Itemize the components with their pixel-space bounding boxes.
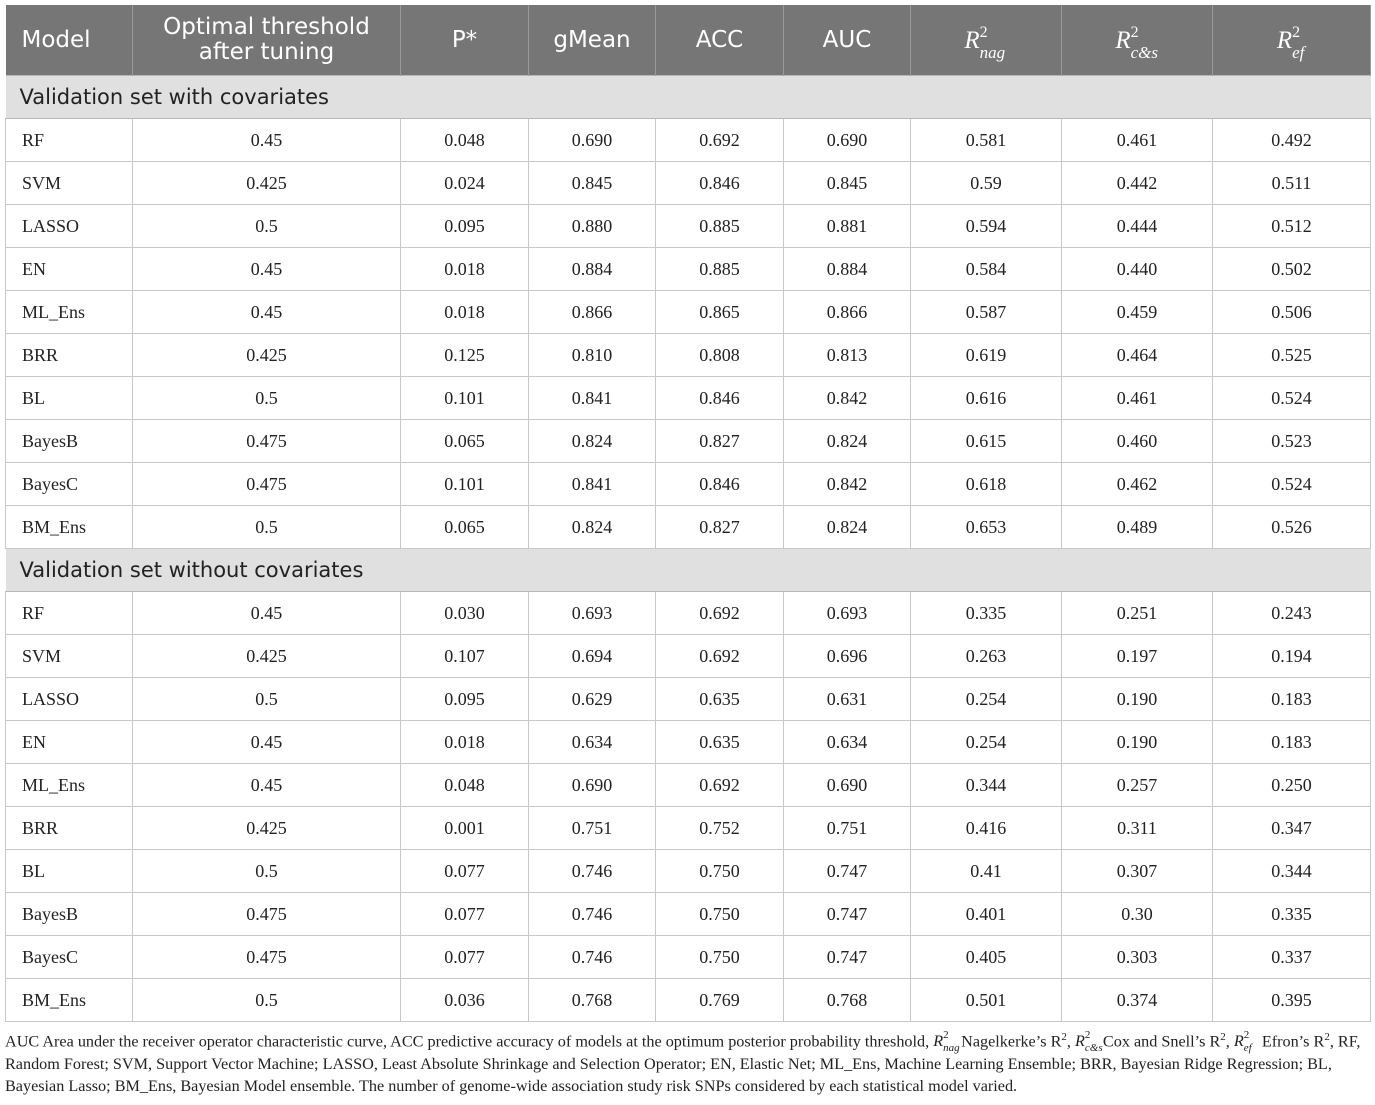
- value-cell: 0.347: [1213, 807, 1371, 850]
- value-cell: 0.690: [784, 764, 911, 807]
- value-cell: 0.512: [1213, 205, 1371, 248]
- r-subscript-ef: ef: [1292, 42, 1305, 62]
- value-cell: 0.769: [656, 979, 784, 1022]
- value-cell: 0.036: [401, 979, 529, 1022]
- footnote-r2-cs: [1074, 1029, 1103, 1055]
- header-gmean: gMean: [529, 5, 656, 76]
- model-name-cell: BayesC: [6, 936, 133, 979]
- value-cell: 0.865: [656, 291, 784, 334]
- table-row: [6, 377, 1371, 420]
- value-cell: 0.464: [1062, 334, 1213, 377]
- header-r2-cox-snell: [1062, 5, 1213, 76]
- value-cell: 0.344: [911, 764, 1062, 807]
- value-cell: 0.746: [529, 936, 656, 979]
- value-cell: 0.307: [1062, 850, 1213, 893]
- value-cell: 0.344: [1213, 850, 1371, 893]
- value-cell: 0.747: [784, 850, 911, 893]
- value-cell: 0.690: [529, 764, 656, 807]
- model-name-cell: LASSO: [6, 678, 133, 721]
- table-row: [6, 678, 1371, 721]
- model-name-cell: BM_Ens: [6, 506, 133, 549]
- model-name-cell: BM_Ens: [6, 979, 133, 1022]
- value-cell: 0.866: [784, 291, 911, 334]
- r-symbol: R: [1115, 26, 1131, 54]
- section-title: Validation set without covariates: [6, 549, 1371, 592]
- value-cell: 0.629: [529, 678, 656, 721]
- value-cell: 0.335: [911, 592, 1062, 635]
- footnote-text-3: ,: [1066, 1032, 1071, 1051]
- value-cell: 0.243: [1213, 592, 1371, 635]
- value-cell: 0.018: [401, 721, 529, 764]
- r-subscript-cs: c&s: [1084, 1042, 1103, 1055]
- value-cell: 0.5: [133, 678, 401, 721]
- value-cell: 0.845: [529, 162, 656, 205]
- value-cell: 0.416: [911, 807, 1062, 850]
- value-cell: 0.337: [1213, 936, 1371, 979]
- value-cell: 0.41: [911, 850, 1062, 893]
- value-cell: 0.526: [1213, 506, 1371, 549]
- value-cell: 0.616: [911, 377, 1062, 420]
- value-cell: 0.506: [1213, 291, 1371, 334]
- value-cell: 0.523: [1213, 420, 1371, 463]
- value-cell: 0.263: [911, 635, 1062, 678]
- value-cell: 0.101: [401, 377, 529, 420]
- table-row: [6, 979, 1371, 1022]
- table-header: [6, 5, 1371, 76]
- value-cell: 0.631: [784, 678, 911, 721]
- value-cell: 0.524: [1213, 377, 1371, 420]
- value-cell: 0.885: [656, 205, 784, 248]
- table-row: [6, 162, 1371, 205]
- model-name-cell: SVM: [6, 162, 133, 205]
- value-cell: 0.525: [1213, 334, 1371, 377]
- value-cell: 0.5: [133, 205, 401, 248]
- value-cell: 0.635: [656, 721, 784, 764]
- results-table: [5, 5, 1371, 1022]
- value-cell: 0.584: [911, 248, 1062, 291]
- value-cell: 0.311: [1062, 807, 1213, 850]
- footnote-text-2: Nagelkerke’s R: [961, 1032, 1062, 1051]
- footnote-r2-nag: [933, 1029, 960, 1055]
- value-cell: 0.254: [911, 721, 1062, 764]
- footnote-text-1: AUC Area under the receiver operator characteristic curve, ACC predictive accuracy of models at the optimum posterior probability threshold,: [5, 1032, 930, 1051]
- value-cell: 0.587: [911, 291, 1062, 334]
- value-cell: 0.690: [784, 119, 911, 162]
- value-cell: 0.5: [133, 506, 401, 549]
- table-row: [6, 635, 1371, 678]
- r-superscript: 2: [943, 1029, 949, 1042]
- model-name-cell: RF: [6, 592, 133, 635]
- value-cell: 0.880: [529, 205, 656, 248]
- value-cell: 0.190: [1062, 721, 1213, 764]
- value-cell: 0.048: [401, 764, 529, 807]
- value-cell: 0.696: [784, 635, 911, 678]
- value-cell: 0.885: [656, 248, 784, 291]
- model-name-cell: EN: [6, 721, 133, 764]
- value-cell: 0.190: [1062, 678, 1213, 721]
- r-symbol: R: [1074, 1032, 1085, 1051]
- r-subscript-nag: nag: [979, 42, 1006, 62]
- value-cell: 0.746: [529, 850, 656, 893]
- value-cell: 0.845: [784, 162, 911, 205]
- table-row: [6, 119, 1371, 162]
- value-cell: 0.747: [784, 893, 911, 936]
- value-cell: 0.107: [401, 635, 529, 678]
- r-symbol: R: [1276, 26, 1293, 54]
- value-cell: 0.5: [133, 377, 401, 420]
- value-cell: 0.692: [656, 592, 784, 635]
- value-cell: 0.618: [911, 463, 1062, 506]
- r-subscript-cs: c&s: [1130, 42, 1159, 62]
- value-cell: 0.425: [133, 162, 401, 205]
- value-cell: 0.693: [784, 592, 911, 635]
- value-cell: 0.846: [656, 162, 784, 205]
- section-header-row: [6, 76, 1371, 119]
- value-cell: 0.59: [911, 162, 1062, 205]
- value-cell: 0.768: [784, 979, 911, 1022]
- value-cell: 0.824: [784, 506, 911, 549]
- value-cell: 0.5: [133, 979, 401, 1022]
- value-cell: 0.824: [784, 420, 911, 463]
- value-cell: 0.475: [133, 893, 401, 936]
- header-acc: ACC: [656, 5, 784, 76]
- value-cell: 0.752: [656, 807, 784, 850]
- footnote-sup: 2: [1220, 1031, 1226, 1043]
- value-cell: 0.459: [1062, 291, 1213, 334]
- value-cell: 0.746: [529, 893, 656, 936]
- header-threshold: [133, 5, 401, 76]
- footnote-text-6: Efron’s R: [1261, 1032, 1325, 1051]
- value-cell: 0.884: [529, 248, 656, 291]
- table-row: [6, 291, 1371, 334]
- value-cell: 0.747: [784, 936, 911, 979]
- value-cell: 0.492: [1213, 119, 1371, 162]
- value-cell: 0.692: [656, 635, 784, 678]
- model-name-cell: EN: [6, 248, 133, 291]
- r-superscript: 2: [1084, 1029, 1091, 1042]
- table-row: [6, 936, 1371, 979]
- value-cell: 0.425: [133, 334, 401, 377]
- value-cell: 0.425: [133, 635, 401, 678]
- value-cell: 0.024: [401, 162, 529, 205]
- header-p: P*: [401, 5, 529, 76]
- footnote-text-7: , RF, Random Forest; SVM, Support Vector Machine; LASSO, Least Absolute Shrinkage and Selection Operator; EN, Elastic Net; ML_Ens, Machine Learning Ensemble; BRR, Bayesian Ridge Regression; BL, Bayesian Lasso; BM_Ens, Bayesian Model ensemble. The number of genome-wide association study risk SNPs considered by each statistical model varied.: [5, 1032, 1361, 1096]
- value-cell: 0.475: [133, 420, 401, 463]
- value-cell: 0.5: [133, 850, 401, 893]
- value-cell: 0.511: [1213, 162, 1371, 205]
- value-cell: 0.125: [401, 334, 529, 377]
- value-cell: 0.750: [656, 850, 784, 893]
- value-cell: 0.018: [401, 248, 529, 291]
- table-footnote: [5, 1026, 1370, 1098]
- value-cell: 0.183: [1213, 721, 1371, 764]
- table-row: [6, 721, 1371, 764]
- r-superscript: 2: [1292, 23, 1301, 41]
- value-cell: 0.425: [133, 807, 401, 850]
- value-cell: 0.101: [401, 463, 529, 506]
- model-name-cell: ML_Ens: [6, 764, 133, 807]
- value-cell: 0.374: [1062, 979, 1213, 1022]
- section-title: Validation set with covariates: [6, 76, 1371, 119]
- model-name-cell: BL: [6, 377, 133, 420]
- header-r2-nagelkerke: [911, 5, 1062, 76]
- r-subscript-ef: ef: [1243, 1042, 1252, 1055]
- value-cell: 0.841: [529, 463, 656, 506]
- value-cell: 0.634: [784, 721, 911, 764]
- footnote-text-5: ,: [1225, 1032, 1230, 1051]
- value-cell: 0.440: [1062, 248, 1213, 291]
- value-cell: 0.250: [1213, 764, 1371, 807]
- value-cell: 0.048: [401, 119, 529, 162]
- header-model: Model: [6, 5, 133, 76]
- value-cell: 0.619: [911, 334, 1062, 377]
- footnote-sup: 2: [1061, 1031, 1067, 1043]
- model-name-cell: LASSO: [6, 205, 133, 248]
- table-row: [6, 420, 1371, 463]
- value-cell: 0.065: [401, 420, 529, 463]
- value-cell: 0.460: [1062, 420, 1213, 463]
- value-cell: 0.692: [656, 764, 784, 807]
- value-cell: 0.018: [401, 291, 529, 334]
- model-name-cell: RF: [6, 119, 133, 162]
- value-cell: 0.095: [401, 205, 529, 248]
- value-cell: 0.502: [1213, 248, 1371, 291]
- value-cell: 0.694: [529, 635, 656, 678]
- header-threshold-line1: Optimal threshold: [163, 14, 370, 40]
- value-cell: 0.810: [529, 334, 656, 377]
- value-cell: 0.401: [911, 893, 1062, 936]
- table-row: [6, 506, 1371, 549]
- table-row: [6, 463, 1371, 506]
- value-cell: 0.751: [529, 807, 656, 850]
- value-cell: 0.881: [784, 205, 911, 248]
- value-cell: 0.303: [1062, 936, 1213, 979]
- value-cell: 0.690: [529, 119, 656, 162]
- table-row: [6, 205, 1371, 248]
- footnote-r2-ef: [1233, 1029, 1252, 1055]
- value-cell: 0.884: [784, 248, 911, 291]
- value-cell: 0.827: [656, 420, 784, 463]
- model-name-cell: BRR: [6, 807, 133, 850]
- value-cell: 0.866: [529, 291, 656, 334]
- value-cell: 0.461: [1062, 377, 1213, 420]
- value-cell: 0.405: [911, 936, 1062, 979]
- value-cell: 0.45: [133, 721, 401, 764]
- value-cell: 0.475: [133, 936, 401, 979]
- model-name-cell: BayesC: [6, 463, 133, 506]
- value-cell: 0.001: [401, 807, 529, 850]
- table-body: [6, 76, 1371, 1022]
- footnote-text-4: Cox and Snell’s R: [1102, 1032, 1221, 1051]
- value-cell: 0.45: [133, 291, 401, 334]
- value-cell: 0.813: [784, 334, 911, 377]
- value-cell: 0.842: [784, 463, 911, 506]
- r-superscript: 2: [1130, 23, 1139, 41]
- value-cell: 0.254: [911, 678, 1062, 721]
- value-cell: 0.824: [529, 420, 656, 463]
- value-cell: 0.635: [656, 678, 784, 721]
- value-cell: 0.335: [1213, 893, 1371, 936]
- value-cell: 0.824: [529, 506, 656, 549]
- results-table-container: [5, 5, 1370, 1022]
- r-subscript-nag: nag: [943, 1042, 960, 1055]
- value-cell: 0.45: [133, 119, 401, 162]
- header-threshold-line2: after tuning: [198, 39, 335, 65]
- table-row: [6, 592, 1371, 635]
- value-cell: 0.846: [656, 377, 784, 420]
- r-superscript: 2: [1243, 1029, 1250, 1042]
- value-cell: 0.095: [401, 678, 529, 721]
- value-cell: 0.841: [529, 377, 656, 420]
- value-cell: 0.442: [1062, 162, 1213, 205]
- table-row: [6, 807, 1371, 850]
- value-cell: 0.594: [911, 205, 1062, 248]
- value-cell: 0.692: [656, 119, 784, 162]
- r-superscript: 2: [979, 23, 988, 41]
- value-cell: 0.257: [1062, 764, 1213, 807]
- value-cell: 0.251: [1062, 592, 1213, 635]
- value-cell: 0.475: [133, 463, 401, 506]
- value-cell: 0.693: [529, 592, 656, 635]
- value-cell: 0.077: [401, 936, 529, 979]
- value-cell: 0.395: [1213, 979, 1371, 1022]
- header-auc: AUC: [784, 5, 911, 76]
- table-row: [6, 248, 1371, 291]
- r-symbol: R: [964, 26, 980, 54]
- value-cell: 0.444: [1062, 205, 1213, 248]
- table-row: [6, 850, 1371, 893]
- value-cell: 0.45: [133, 592, 401, 635]
- value-cell: 0.197: [1062, 635, 1213, 678]
- value-cell: 0.501: [911, 979, 1062, 1022]
- model-name-cell: SVM: [6, 635, 133, 678]
- model-name-cell: BL: [6, 850, 133, 893]
- table-row: [6, 893, 1371, 936]
- value-cell: 0.750: [656, 893, 784, 936]
- table-row: [6, 334, 1371, 377]
- value-cell: 0.030: [401, 592, 529, 635]
- value-cell: 0.653: [911, 506, 1062, 549]
- r-symbol: R: [1233, 1032, 1244, 1051]
- footnote-sup: 2: [1324, 1031, 1330, 1043]
- value-cell: 0.077: [401, 850, 529, 893]
- value-cell: 0.183: [1213, 678, 1371, 721]
- value-cell: 0.461: [1062, 119, 1213, 162]
- value-cell: 0.45: [133, 248, 401, 291]
- value-cell: 0.462: [1062, 463, 1213, 506]
- r-symbol: R: [933, 1032, 944, 1051]
- table-row: [6, 764, 1371, 807]
- value-cell: 0.524: [1213, 463, 1371, 506]
- model-name-cell: BRR: [6, 334, 133, 377]
- value-cell: 0.581: [911, 119, 1062, 162]
- header-r2-efron: [1213, 5, 1371, 76]
- value-cell: 0.45: [133, 764, 401, 807]
- model-name-cell: BayesB: [6, 420, 133, 463]
- value-cell: 0.194: [1213, 635, 1371, 678]
- model-name-cell: BayesB: [6, 893, 133, 936]
- value-cell: 0.768: [529, 979, 656, 1022]
- value-cell: 0.30: [1062, 893, 1213, 936]
- value-cell: 0.615: [911, 420, 1062, 463]
- value-cell: 0.634: [529, 721, 656, 764]
- section-header-row: [6, 549, 1371, 592]
- model-name-cell: ML_Ens: [6, 291, 133, 334]
- value-cell: 0.846: [656, 463, 784, 506]
- value-cell: 0.827: [656, 506, 784, 549]
- value-cell: 0.077: [401, 893, 529, 936]
- value-cell: 0.750: [656, 936, 784, 979]
- value-cell: 0.751: [784, 807, 911, 850]
- value-cell: 0.489: [1062, 506, 1213, 549]
- value-cell: 0.842: [784, 377, 911, 420]
- value-cell: 0.065: [401, 506, 529, 549]
- value-cell: 0.808: [656, 334, 784, 377]
